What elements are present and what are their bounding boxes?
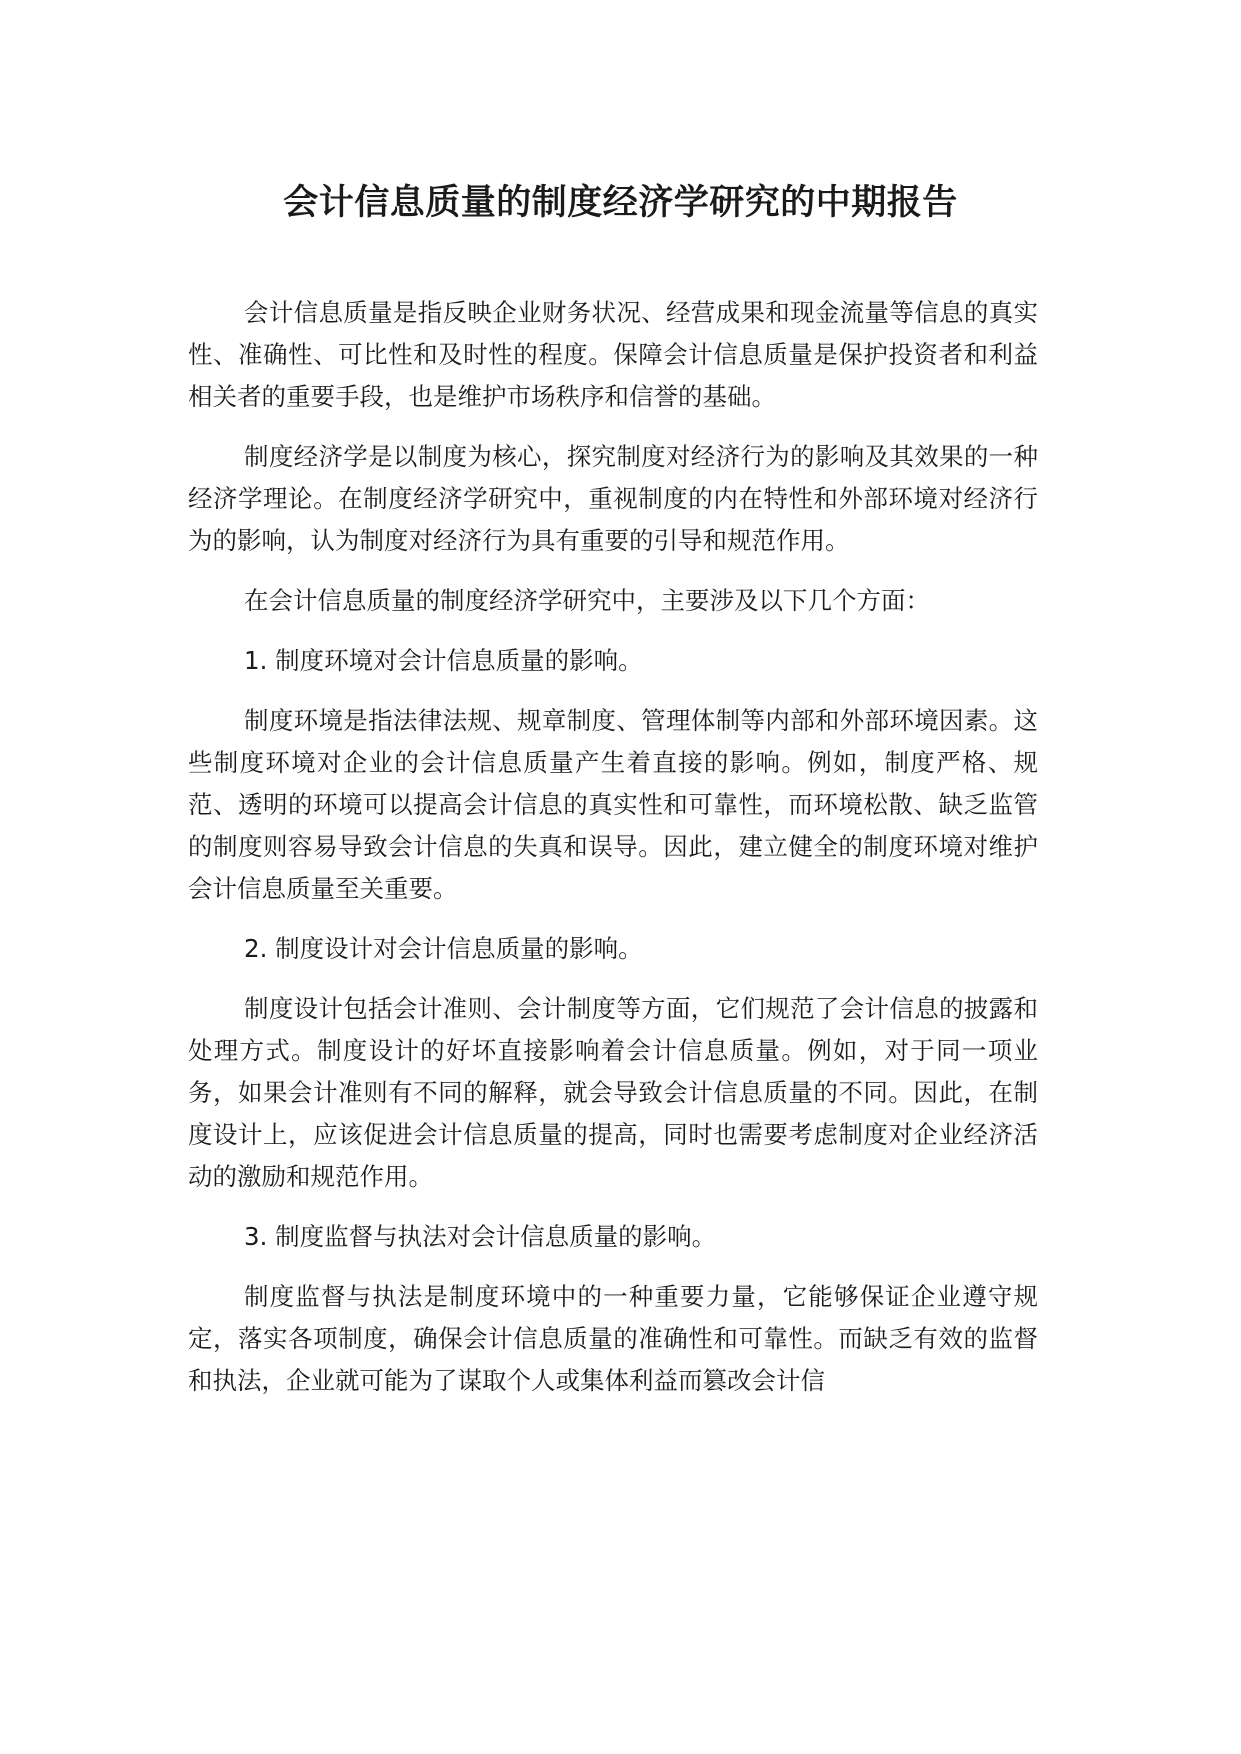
paragraph: 制度经济学是以制度为核心，探究制度对经济行为的影响及其效果的一种经济学理论。在制度经济学研究中，重视制度的内在特性和外部环境对经济行为的影响，认为制度对经济行为具有重要的引导和规范作用。 (188, 442, 1038, 555)
document-body (188, 292, 1038, 1420)
paragraph: 制度设计包括会计准则、会计制度等方面，它们规范了会计信息的披露和处理方式。制度设计的好坏直接影响着会计信息质量。例如，对于同一项业务，如果会计准则有不同的解释，就会导致会计信息质量的不同。因此，在制度设计上，应该促进会计信息质量的提高，同时也需要考虑制度对企业经济活动的激励和规范作用。 (188, 994, 1038, 1191)
paragraph: 制度监督与执法是制度环境中的一种重要力量，它能够保证企业遵守规定，落实各项制度，确保会计信息质量的准确性和可靠性。而缺乏有效的监督和执法，企业就可能为了谋取个人或集体利益而篡改会计信 (188, 1282, 1038, 1395)
list-heading: 1. 制度环境对会计信息质量的影响。 (244, 646, 643, 675)
paragraph: 会计信息质量是指反映企业财务状况、经营成果和现金流量等信息的真实性、准确性、可比性和及时性的程度。保障会计信息质量是保护投资者和利益相关者的重要手段，也是维护市场秩序和信誉的基础。 (188, 298, 1038, 411)
list-heading: 3. 制度监督与执法对会计信息质量的影响。 (244, 1222, 717, 1251)
list-heading: 2. 制度设计对会计信息质量的影响。 (244, 934, 643, 963)
paragraph: 在会计信息质量的制度经济学研究中，主要涉及以下几个方面： (244, 586, 930, 615)
paragraph: 制度环境是指法律法规、规章制度、管理体制等内部和外部环境因素。这些制度环境对企业的会计信息质量产生着直接的影响。例如，制度严格、规范、透明的环境可以提高会计信息的真实性和可靠性，而环境松散、缺乏监管的制度则容易导致会计信息的失真和误导。因此，建立健全的制度环境对维护会计信息质量至关重要。 (188, 706, 1038, 903)
document-title: 会计信息质量的制度经济学研究的中期报告 (283, 183, 958, 223)
